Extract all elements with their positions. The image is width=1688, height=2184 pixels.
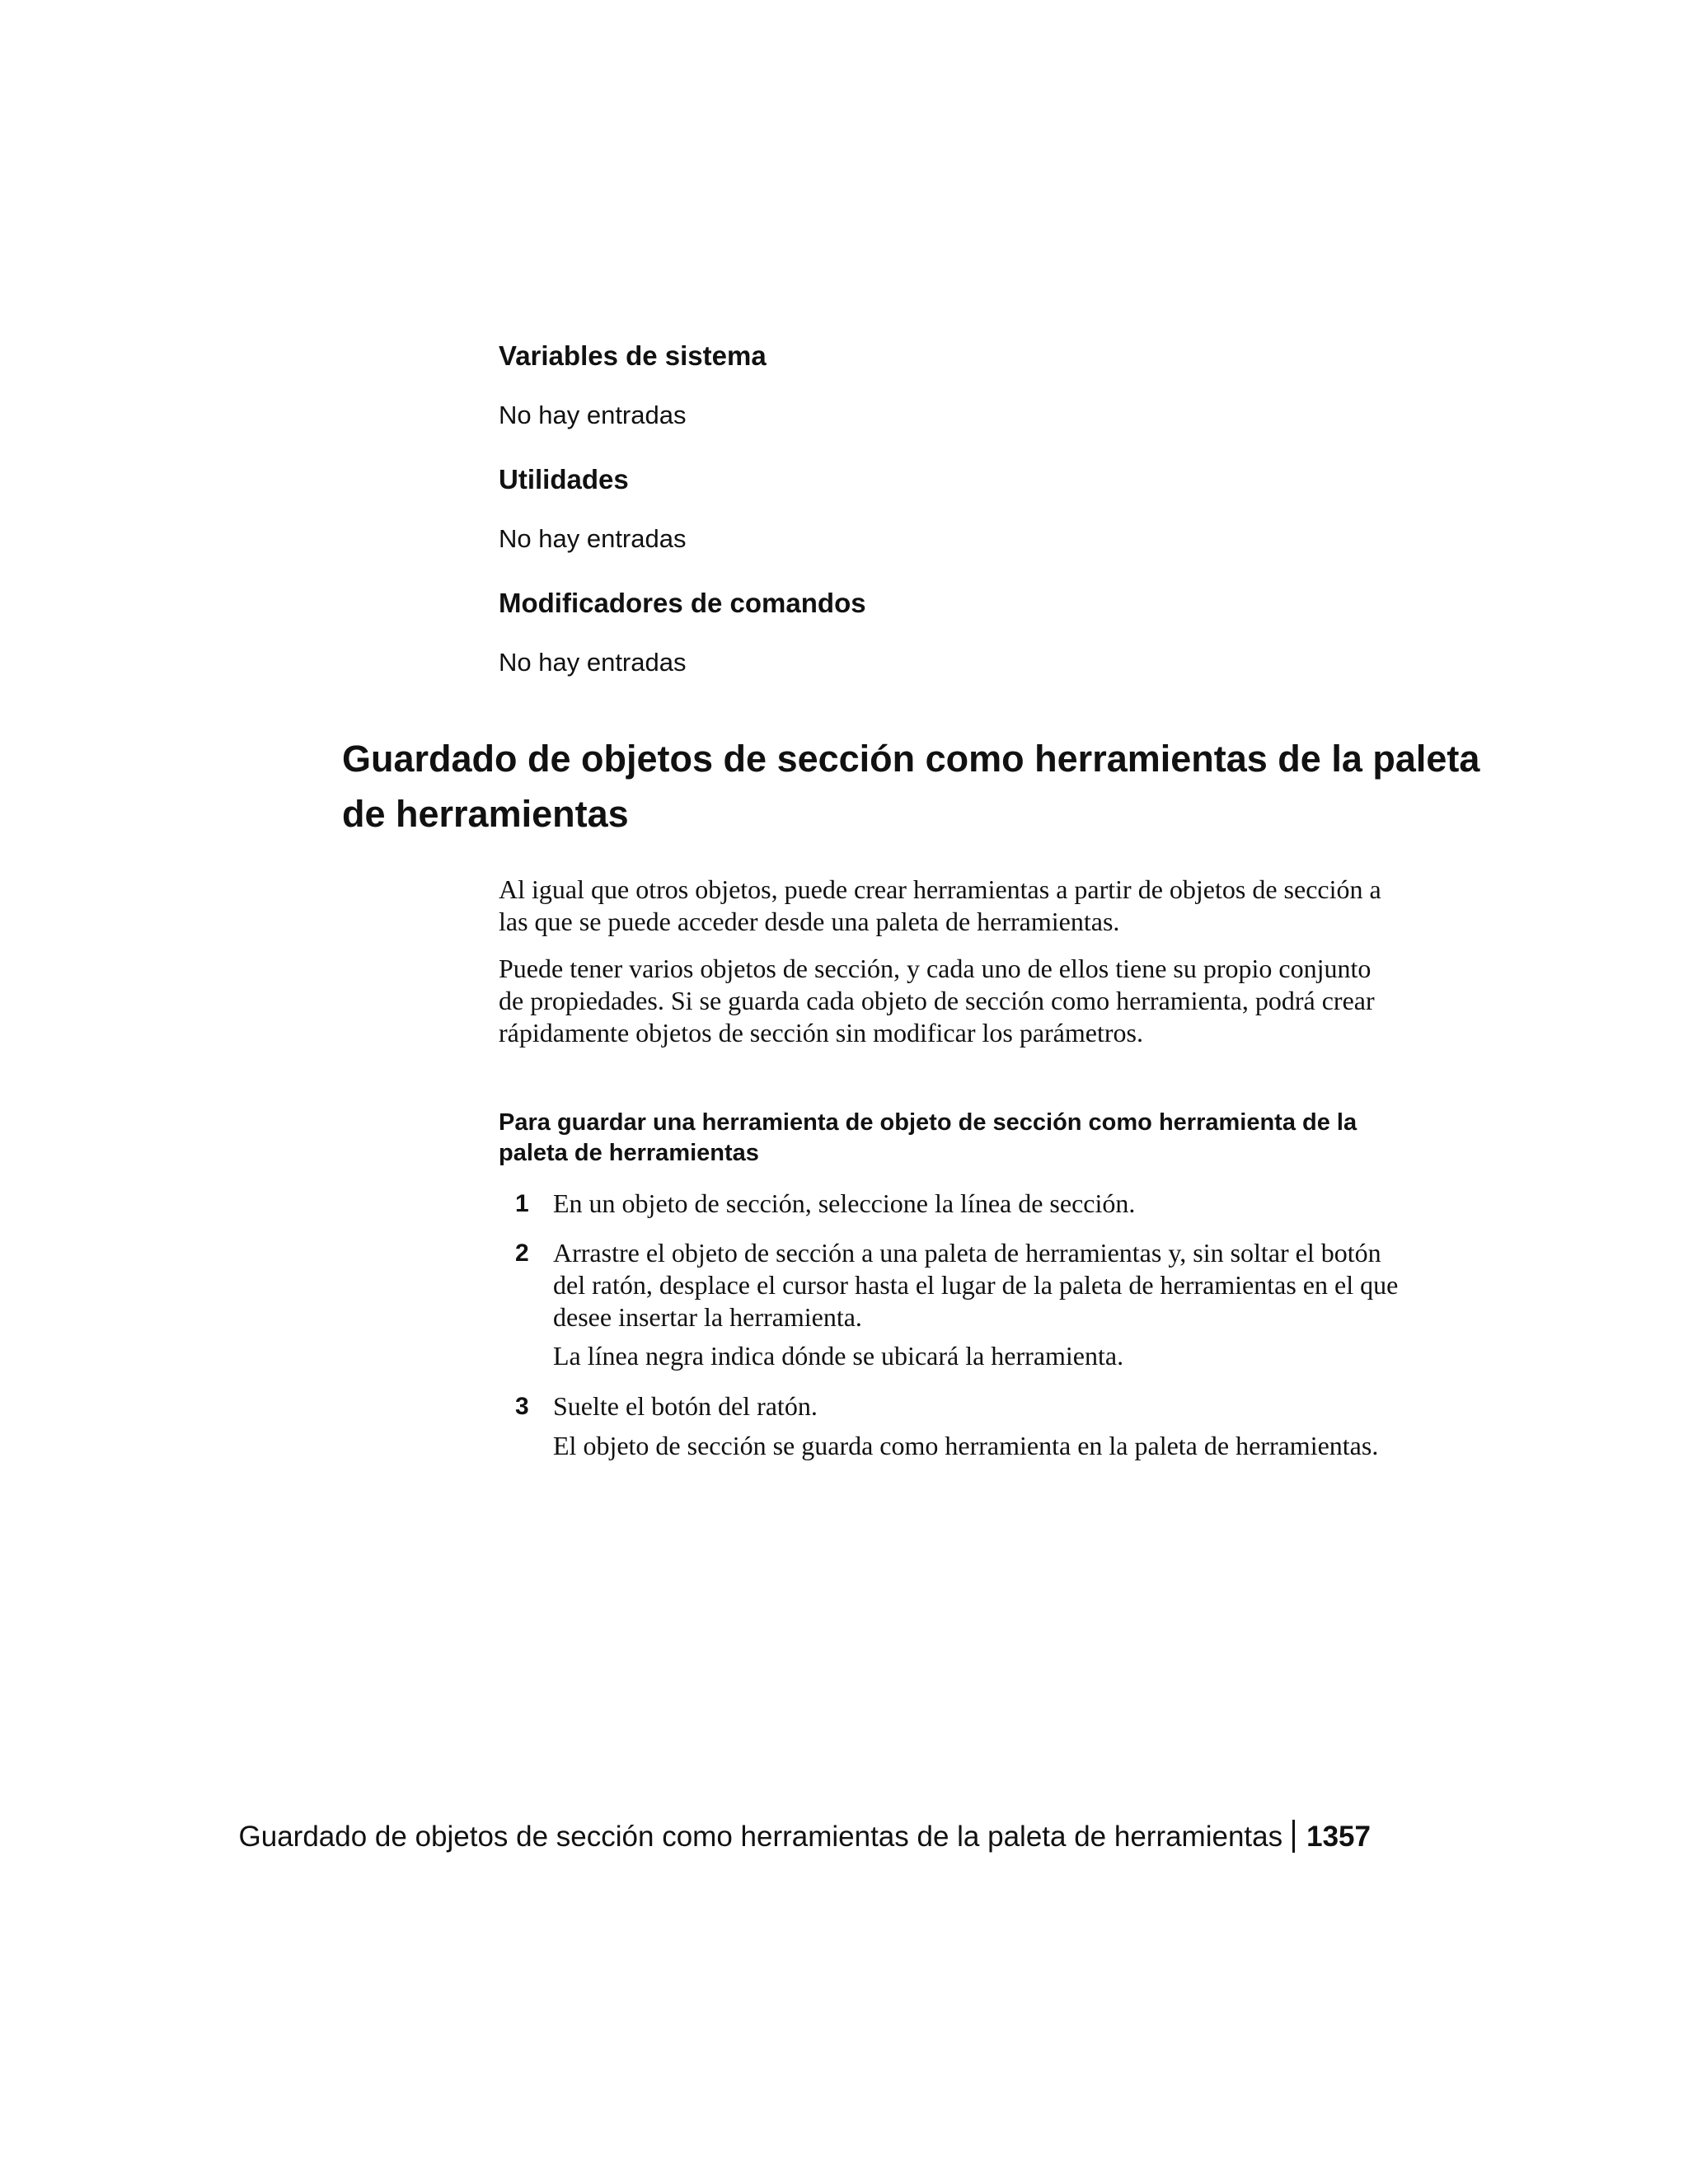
step-text-3: Suelte el botón del ratón. — [553, 1391, 818, 1421]
step-result-2: La línea negra indica dónde se ubicará la herramienta. — [553, 1341, 1124, 1371]
text-no-entries-utilidades: No hay entradas — [499, 524, 687, 553]
text-no-entries-variables: No hay entradas — [499, 401, 687, 429]
heading-utilidades: Utilidades — [499, 464, 629, 494]
step-number-1: 1 — [515, 1190, 529, 1217]
heading-variables-de-sistema: Variables de sistema — [499, 340, 767, 371]
procedure-title: Para guardar una herramienta de objeto de sección como herramienta de la paleta de herramientas — [499, 1109, 1357, 1166]
paragraph-details: Puede tener varios objetos de sección, y cada uno de ellos tiene su propio conjunto de propiedades. Si se guarda cada objeto de sección como herramienta, podrá crear rápidamente objetos de sección sin modificar los parámetros. — [499, 954, 1375, 1047]
paragraph-intro: Al igual que otros objetos, puede crear herramientas a partir de objetos de sección a las que se puede acceder desde una paleta de herramientas. — [499, 874, 1381, 936]
page-footer — [239, 1819, 1371, 1855]
page-number: 1357 — [1306, 1821, 1371, 1853]
page-title: Guardado de objetos de sección como herramientas de la paleta de herramientas — [342, 738, 1480, 835]
heading-modificadores-de-comandos: Modificadores de comandos — [499, 588, 866, 618]
footer-separator — [1292, 1820, 1295, 1853]
footer-title: Guardado de objetos de sección como herramientas de la paleta de herramientas — [238, 1821, 1283, 1853]
step-text-2: Arrastre el objeto de sección a una paleta de herramientas y, sin soltar el botón del ratón, desplace el cursor hasta el lugar de la paleta de herramientas en el que desee insertar la herramienta. — [553, 1238, 1399, 1332]
step-result-3: El objeto de sección se guarda como herramienta en la paleta de herramientas. — [553, 1431, 1379, 1460]
step-number-2: 2 — [515, 1240, 529, 1267]
text-no-entries-modificadores: No hay entradas — [499, 648, 687, 677]
step-number-3: 3 — [515, 1393, 529, 1420]
step-text-1: En un objeto de sección, seleccione la línea de sección. — [553, 1188, 1136, 1218]
